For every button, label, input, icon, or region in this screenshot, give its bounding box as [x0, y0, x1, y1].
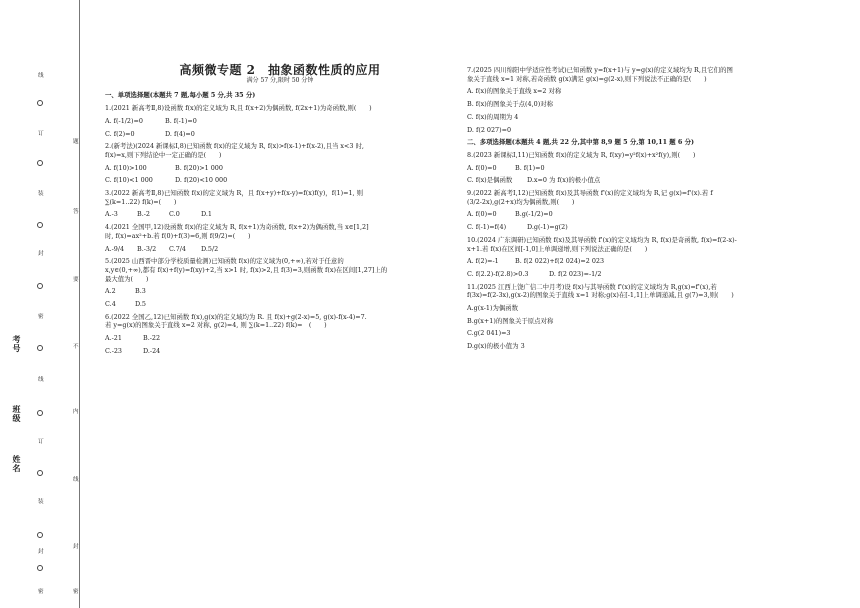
seal-char: 不	[73, 344, 79, 350]
option: C.0	[169, 210, 180, 219]
option: C.4	[105, 300, 116, 309]
question-11-cont: f(3x)=f(2-3x),g(x-2)的图象关于直线 x=1 对称;g(x)在[-1,1]上单调递减,且 g(7)=3,则( )	[467, 291, 734, 300]
option: A. f(10)>100	[105, 163, 147, 172]
question-4-cont: 时, f(x)=ax²+b.若 f(0)+f(3)=6,则 f(9/2)=( )	[105, 231, 251, 240]
question-10-cont: x+1.若 f(x)在区间[-1,0]上单调递增,则下列说法正确的是( )	[467, 244, 648, 253]
question-3-cont: ∑(k=1..22) f(k)=( )	[105, 197, 177, 206]
seal-char: 封	[38, 251, 44, 257]
option: B.3	[135, 287, 146, 296]
question-3: 3.(2022 新高考Ⅱ,8)已知函数 f(x)的定义域为 R，且 f(x+y)+f(x-y)=f(x)f(y)，f(1)=1, 则	[105, 189, 363, 198]
question-10-options	[467, 270, 837, 279]
label-exam-number: 考号	[12, 335, 22, 353]
option: D. f(2 027)=0	[467, 125, 512, 134]
seal-char: 装	[38, 191, 44, 197]
binding-hole	[37, 470, 43, 476]
question-9-cont: (3/2-2x),g(2+x)均为偶函数,则( )	[467, 197, 575, 206]
option: A.-21	[105, 334, 122, 343]
seal-char: 封	[38, 549, 44, 555]
option: D.5	[135, 300, 146, 309]
question-6: 6.(2022 全国乙,12)已知函数 f(x),g(x)的定义域均为 R. 且 f(x)+g(2-x)=5, g(x)-f(x-4)=7.	[105, 312, 367, 321]
question-5-options	[105, 300, 455, 309]
binding-margin	[0, 0, 80, 608]
option: C.g(2 041)=3	[467, 329, 511, 338]
option: B.-3/2	[137, 244, 157, 253]
option: D. f(20)<10 000	[175, 176, 228, 185]
option: B.g(x+1)的图象关于原点对称	[467, 316, 554, 325]
question-4-options	[105, 245, 455, 254]
binding-hole	[37, 565, 43, 571]
left-column	[105, 63, 455, 360]
option: C. f(10)<1 000	[105, 176, 153, 185]
question-3-options	[105, 210, 455, 219]
question-2: 2.(新考法)(2024 新课标Ⅰ,8)已知函数 f(x)的定义域为 R, f(x)>f(x-1)+f(x-2),且当 x<3 时,	[105, 142, 364, 151]
question-1-options	[105, 130, 455, 139]
option: B.-2	[137, 210, 150, 219]
seal-char: 答	[73, 209, 79, 215]
seal-char: 要	[73, 277, 79, 283]
option: A. f(0)=0	[467, 210, 497, 219]
seal-char: 内	[73, 409, 79, 415]
option: D.g(-1)=g(2)	[527, 223, 568, 232]
seal-char: 线	[38, 73, 44, 79]
question-2-options	[105, 164, 455, 173]
option: D.5/2	[201, 244, 219, 253]
option: B. f(x)的图象关于点(4,0)对称	[467, 100, 553, 109]
option: D.-24	[143, 346, 161, 355]
question-8-options	[467, 164, 837, 173]
option: B. f(2 022)+f(2 024)=2 023	[515, 257, 605, 266]
option: A.g(x-1)为偶函数	[467, 304, 519, 313]
question-5-options	[105, 287, 455, 296]
seal-char: 题	[73, 139, 79, 145]
option: D. f(2 023)=-1/2	[549, 269, 602, 278]
question-5: 5.(2025 山西晋中部分学校质量检测)已知函数 f(x)的定义域为(0,+∞),若对于任意的	[105, 257, 344, 266]
section-heading: 一、单项选择题(本题共 7 题,每小题 5 分,共 35 分)	[105, 91, 256, 100]
question-7: 7.(2025 四川绵阳中学适应性考试)已知函数 y=f(x+1)与 y=g(x)的定义域均为 R,且它们的图	[467, 66, 733, 74]
label-name: 姓名	[12, 455, 22, 473]
question-8-options	[467, 176, 837, 185]
option: A.-9/4	[105, 244, 125, 253]
seal-char: 线	[73, 477, 79, 483]
binding-hole	[37, 345, 43, 351]
binding-hole	[37, 222, 43, 228]
option: A.2	[105, 287, 116, 296]
option: B.-22	[143, 334, 161, 343]
binding-hole	[37, 160, 43, 166]
option: B. f(20)>1 000	[175, 163, 223, 172]
question-8: 8.(2023 新课标Ⅰ,11)已知函数 f(x)的定义域为 R, f(xy)=y²f(x)+x²f(y),则( )	[467, 150, 696, 159]
seal-char: 密	[38, 314, 44, 320]
binding-line	[79, 0, 80, 608]
option: A. f(0)=0	[467, 163, 497, 172]
option: D. f(4)=0	[165, 129, 195, 138]
section-heading: 二、多项选择题(本题共 4 题,共 22 分,其中第 8,9 题 5 分,第 10,11 题 6 分)	[467, 138, 694, 147]
page-subtitle: 满分 57 分,限时 50 分钟	[246, 76, 314, 84]
option: B. f(-1)=0	[165, 116, 197, 125]
option: D.g(x)的极小值为 3	[467, 342, 525, 351]
question-1-options	[105, 117, 455, 126]
option: A. f(-1/2)=0	[105, 116, 143, 125]
question-6-options	[105, 347, 455, 356]
option: C. f(x)是偶函数	[467, 176, 513, 185]
seal-char: 封	[73, 544, 79, 550]
question-2-options	[105, 176, 455, 185]
label-class: 班级	[12, 405, 22, 423]
seal-char: 装	[38, 499, 44, 505]
seal-char: 订	[38, 439, 44, 445]
option: C.7/4	[169, 244, 186, 253]
right-column	[467, 66, 837, 355]
binding-hole	[37, 283, 43, 289]
question-9-options	[467, 210, 837, 219]
binding-hole	[37, 410, 43, 416]
seal-char: 线	[38, 377, 44, 383]
question-7-cont: 象关于直线 x=1 对称,若奇函数 g(x)满足 g(x)=g(2-x),则下列说法不正确的是( )	[467, 74, 707, 83]
option: A. f(x)的图象关于直线 x=2 对称	[467, 87, 562, 96]
question-1: 1.(2021 新高考Ⅱ,8)设函数 f(x)的定义域为 R,且 f(x+2)为偶函数, f(2x+1)为奇函数,则( )	[105, 104, 372, 113]
option: D.x=0 为 f(x)的极小值点	[527, 176, 601, 185]
question-9: 9.(2022 新高考Ⅰ,12)已知函数 f(x)及其导函数 f'(x)的定义域均为 R,记 g(x)=f'(x).若 f	[467, 189, 713, 198]
option: C. f(2.2)-f(2.8)>0.3	[467, 269, 529, 278]
question-5-cont: x,y∈(0,+∞),都有 f(x)+f(y)=f(xy)+2,当 x>1 时, f(x)>2,且 f(3)=3,则函数 f(x)在区间[1,27]上的	[105, 265, 388, 274]
option: B. f(1)=0	[515, 163, 545, 172]
question-5-cont: 最大值为( )	[105, 274, 149, 283]
question-6-cont: 若 y=g(x)的图象关于直线 x=2 对称, g(2)=4, 则 ∑(k=1..22) f(k)= ( )	[105, 321, 327, 330]
page-title: 高频微专题 2 抽象函数性质的应用	[179, 63, 381, 77]
option: C.-23	[105, 346, 122, 355]
option: C. f(2)=0	[105, 129, 135, 138]
option: B.g(-1/2)=0	[515, 210, 553, 219]
question-4: 4.(2021 全国甲,12)设函数 f(x)的定义域为 R, f(x+1)为奇函数, f(x+2)为偶函数,当 x∈[1,2]	[105, 223, 369, 232]
question-6-options	[105, 334, 455, 343]
question-10: 10.(2024 广东调研)已知函数 f(x)及其导函数 f'(x)的定义域均为 R, f(x)是奇函数, f(x)=f(2-x)-	[467, 235, 737, 244]
seal-char: 密	[73, 589, 79, 595]
option: A.-3	[105, 210, 118, 219]
question-9-options	[467, 223, 837, 232]
option: C. f(-1)=f(4)	[467, 223, 507, 232]
binding-hole	[37, 532, 43, 538]
question-10-options	[467, 257, 837, 266]
option: D.1	[201, 210, 212, 219]
option: A. f(2)=-1	[467, 257, 499, 266]
binding-hole	[37, 100, 43, 106]
seal-char: 订	[38, 131, 44, 137]
question-11: 11.(2025 江西上饶广信二中月考)设 f(x)与其导函数 f'(x)的定义域均为 R,g(x)=f'(x),若	[467, 282, 717, 291]
seal-char: 密	[38, 589, 44, 595]
option: C. f(x)的周期为 4	[467, 112, 519, 121]
question-2-cont: f(x)=x,则下列结论中一定正确的是( )	[105, 150, 222, 159]
